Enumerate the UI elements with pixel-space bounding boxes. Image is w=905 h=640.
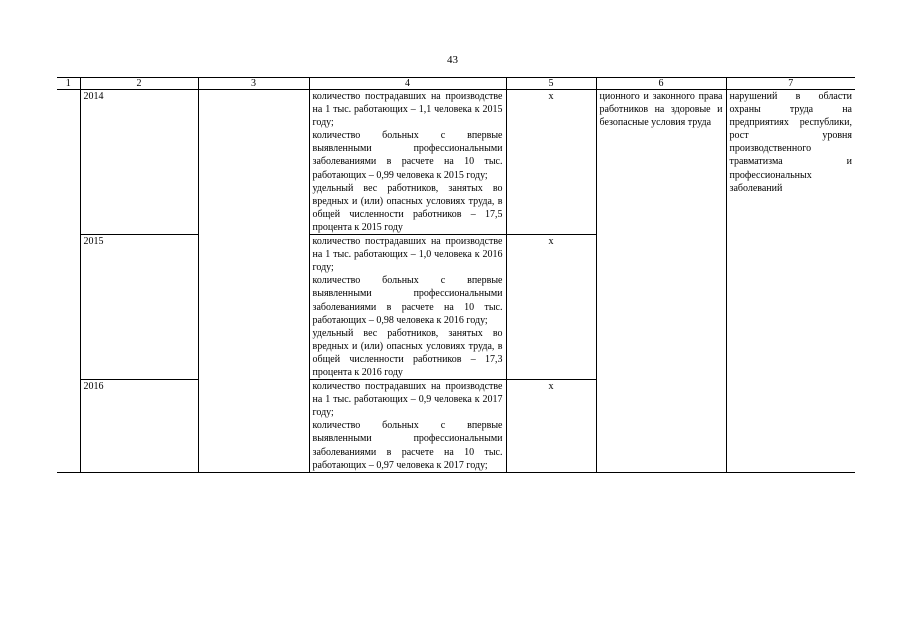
indicator-text: количество больных с впервые выявленными профессиональными заболеваниями в расчете на 10 тыс. работающих – 0,97 человека к 2017 году; bbox=[312, 420, 503, 471]
indicator-text: удельный вес работников, занятых во вредных и (или) опасных условиях труда, в общей численности работников – 17,5 процента к 2015 году bbox=[312, 182, 503, 233]
mark-cell: х bbox=[506, 235, 596, 380]
year-cell: 2014 bbox=[80, 90, 198, 235]
column-header: 2 bbox=[80, 78, 198, 90]
indicator-text: удельный вес работников, занятых во вредных и (или) опасных условиях труда, в общей численности работников – 17,3 процента к 2016 году bbox=[312, 327, 503, 378]
mark-cell: х bbox=[506, 380, 596, 473]
indicator-text: количество больных с впервые выявленными профессиональными заболеваниями в расчете на 10 тыс. работающих – 0,98 человека к 2016 году; bbox=[312, 275, 503, 326]
indicators-cell bbox=[309, 380, 506, 473]
indicator-text: количество пострадавших на производстве на 1 тыс. работающих – 1,1 человека к 2015 году; bbox=[312, 91, 503, 129]
col3-cell bbox=[198, 90, 309, 473]
col1-cell bbox=[57, 90, 80, 473]
mark-cell: х bbox=[506, 90, 596, 235]
column-header: 4 bbox=[309, 78, 506, 90]
program-table bbox=[57, 77, 855, 473]
year-cell: 2016 bbox=[80, 380, 198, 473]
column-header: 5 bbox=[506, 78, 596, 90]
indicators-cell bbox=[309, 235, 506, 380]
year-cell: 2015 bbox=[80, 235, 198, 380]
column-header: 3 bbox=[198, 78, 309, 90]
column-header: 6 bbox=[596, 78, 726, 90]
col6-cell: ционного и законного права работников на здоровые и безопасные условия труда bbox=[596, 90, 726, 473]
column-header: 7 bbox=[726, 78, 855, 90]
col7-cell: нарушений в области охраны труда на предприятиях республики, рост уровня производственного травматизма и профессиональных заболеваний bbox=[726, 90, 855, 473]
header-row bbox=[57, 78, 855, 90]
page-number: 43 bbox=[447, 54, 458, 66]
column-header: 1 bbox=[57, 78, 80, 90]
indicator-text: количество больных с впервые выявленными профессиональными заболеваниями в расчете на 10 тыс. работающих – 0,99 человека к 2015 году; bbox=[312, 130, 503, 181]
indicators-cell bbox=[309, 90, 506, 235]
indicator-text: количество пострадавших на производстве на 1 тыс. работающих – 1,0 человека к 2016 году; bbox=[312, 236, 503, 274]
indicator-text: количество пострадавших на производстве на 1 тыс. работающих – 0,9 человека к 2017 году; bbox=[312, 381, 503, 419]
table-row bbox=[57, 90, 855, 235]
